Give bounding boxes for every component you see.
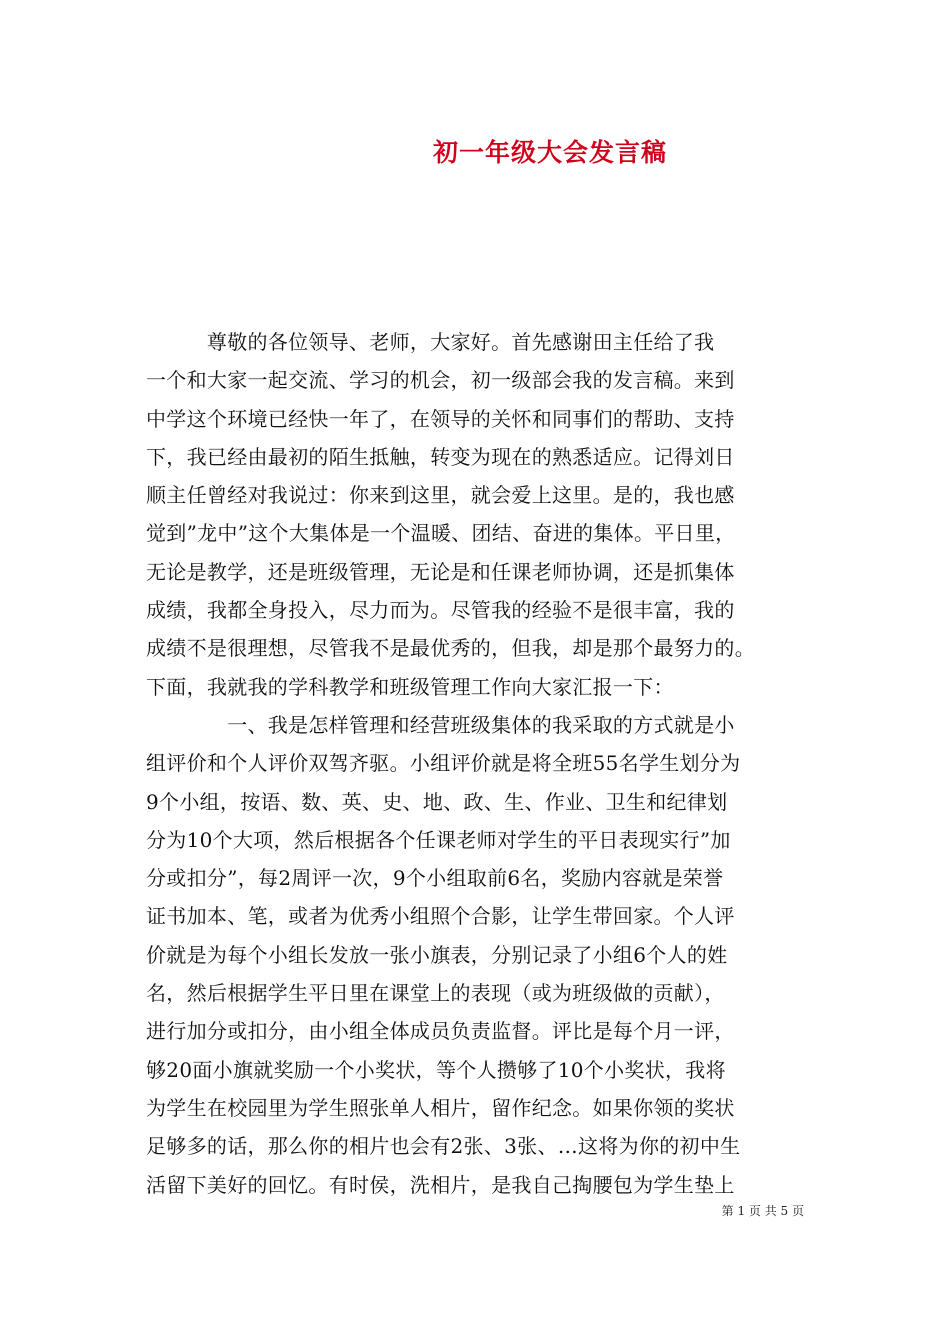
body-line: 价就是为每个小组长发放一张小旗表，分别记录了小组6个人的姓 xyxy=(146,942,728,967)
page-number: 第 1 页 共 5 页 xyxy=(721,1204,804,1218)
body-line: 成绩不是很理想，尽管我不是最优秀的，但我，却是那个最努力的。 xyxy=(146,636,755,661)
body-line: 足够多的话，那么你的相片也会有2张、3张、…这将为你的初中生 xyxy=(146,1134,741,1159)
body-line: 成绩，我都全身投入，尽力而为。尽管我的经验不是很丰富，我的 xyxy=(146,598,735,623)
body-line: 够20面小旗就奖励一个小奖状，等个人攒够了10个小奖状，我将 xyxy=(146,1057,726,1082)
body-line: 为学生在校园里为学生照张单人相片，留作纪念。如果你领的奖状 xyxy=(146,1095,735,1120)
body-line: 顺主任曾经对我说过：你来到这里，就会爱上这里。是的，我也感 xyxy=(146,483,735,508)
body-line: 分或扣分”，每2周评一次，9个小组取前6名，奖励内容就是荣誉 xyxy=(146,866,724,891)
body-line: 活留下美好的回忆。有时侯，洗相片，是我自己掏腰包为学生垫上 xyxy=(146,1172,735,1197)
body-line: 9个小组，按语、数、英、史、地、政、生、作业、卫生和纪律划 xyxy=(146,789,728,814)
body-line: 无论是教学，还是班级管理，无论是和任课老师协调，还是抓集体 xyxy=(146,559,735,584)
body-line: 尊敬的各位领导、老师，大家好。首先感谢田主任给了我 xyxy=(146,330,715,354)
body-line: 名，然后根据学生平日里在课堂上的表现（或为班级做的贡献）， xyxy=(146,981,725,1006)
body-line: 觉到”龙中”这个大集体是一个温暖、团结、奋进的集体。平日里， xyxy=(146,521,736,546)
body-line: 证书加本、笔，或者为优秀小组照个合影，让学生带回家。个人评 xyxy=(146,904,735,929)
body-line: 组评价和个人评价双驾齐驱。小组评价就是将全班55名学生划分为 xyxy=(146,751,741,776)
body-line: 分为10个大项，然后根据各个任课老师对学生的平日表现实行”加 xyxy=(146,827,731,852)
document-title: 初一年级大会发言稿 xyxy=(432,138,667,167)
body-line: 下，我已经由最初的陌生抵触，转变为现在的熟悉适应。记得刘日 xyxy=(146,444,735,469)
body-line: 进行加分或扣分，由小组全体成员负责监督。评比是每个月一评， xyxy=(146,1019,735,1044)
body-line: 下面，我就我的学科教学和班级管理工作向大家汇报一下： xyxy=(146,674,674,699)
body-line: 中学这个环境已经快一年了，在领导的关怀和同事们的帮助、支持 xyxy=(146,406,735,431)
body-line: 一个和大家一起交流、学习的机会，初一级部会我的发言稿。来到 xyxy=(146,368,735,393)
document-body xyxy=(146,323,812,1204)
body-line: 一、我是怎样管理和经营班级集体的我采取的方式就是小 xyxy=(146,712,735,737)
